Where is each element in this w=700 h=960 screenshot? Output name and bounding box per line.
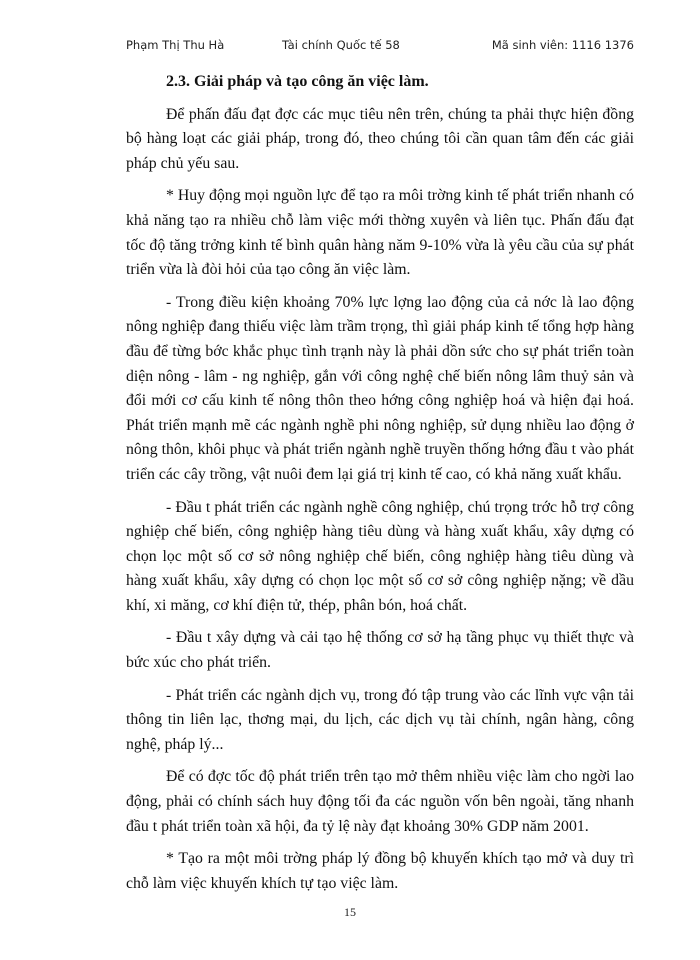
paragraph-agriculture: - Trong điều kiện khoảng 70% lực lợng lao động của cả nớc là lao động nông nghiệp đang thiếu việc làm trầm trọng, thì giải pháp kinh tế tổng hợp hàng đầu để từng bớc khắc phục tình trạnh này là phải dồn sức cho sự phát triển toàn diện nông - lâm - ng nghiệp, gắn với công nghệ chế biến nông lâm thuỷ sản và đổi mới cơ cấu kinh tế nông thôn theo hớng công nghiệp hoá và hiện đại hoá. Phát triển mạnh mẽ các ngành nghề phi nông nghiệp, sử dụng nhiều lao động ở nông thôn, khôi phục và phát triển ngành nghề truyền thống hớng đầu t vào phát triển các cây trồng, vật nuôi đem lại giá trị kinh tế cao, có khả năng xuất khẩu.	[126, 293, 634, 483]
header-student-id: Mã sinh viên: 1116 1376	[491, 38, 634, 52]
page-header	[126, 38, 634, 58]
paragraph-intro: Để phấn đấu đạt đợc các mục tiêu nên trên, chúng ta phải thực hiện đồng bộ hàng loạt các giải pháp, trong đó, theo chúng tôi cần quan tâm đến các giải pháp chủ yếu sau.	[126, 105, 634, 172]
page-number: 15	[344, 905, 356, 919]
paragraph-infrastructure: - Đầu t xây dựng và cải tạo hệ thống cơ sở hạ tầng phục vụ thiết thực và bức xúc cho phát triển.	[126, 629, 634, 672]
section-title: 2.3. Giải pháp và tạo công ăn việc làm.	[166, 73, 429, 90]
paragraph-investment: Để có đợc tốc độ phát triển trên tạo mở thêm nhiều việc làm cho ngời lao động, phải có chính sách huy động tối đa các nguồn vốn bên ngoài, tăng nhanh đầu t phát triển toàn xã hội, đa tỷ lệ này đạt khoảng 30% GDP năm 2001.	[126, 768, 634, 835]
paragraph-legal-environment: * Tạo ra một môi trờng pháp lý đồng bộ khuyến khích tạo mở và duy trì chỗ làm việc khuyến khích tự tạo việc làm.	[126, 850, 634, 892]
paragraph-mobilize-resources: * Huy động mọi nguồn lực để tạo ra môi trờng kinh tế phát triển nhanh có khả năng tạo ra nhiều chỗ làm việc mới thờng xuyên và liên tục. Phấn đấu đạt tốc độ tăng trởng kinh tế bình quân hàng năm 9-10% vừa là yêu cầu của sự phát triển vừa là đòi hỏi của tạo công ăn việc làm.	[126, 187, 634, 279]
paragraph-industry: - Đầu t phát triển các ngành nghề công nghiệp, chú trọng trớc hỗ trợ công nghiệp chế biến, công nghiệp hàng tiêu dùng và hàng xuất khẩu, xây dựng có chọn lọc một số cơ sở nông nghiệp chế biến, công nghiệp hàng tiêu dùng và hàng xuất khẩu, xây dựng có chọn lọc một số cơ sở công nghiệp nặng; về dầu khí, xi măng, cơ khí điện tử, thép, phân bón, hoá chất.	[126, 498, 634, 614]
header-author: Phạm Thị Thu Hà	[126, 38, 225, 52]
header-class: Tài chính Quốc tế 58	[282, 38, 400, 52]
document-body	[126, 70, 634, 904]
paragraph-services: - Phát triển các ngành dịch vụ, trong đó tập trung vào các lĩnh vực vận tải thông tin liên lạc, thơng mại, du lịch, các dịch vụ tài chính, ngân hàng, công nghệ, pháp lý...	[126, 686, 634, 753]
